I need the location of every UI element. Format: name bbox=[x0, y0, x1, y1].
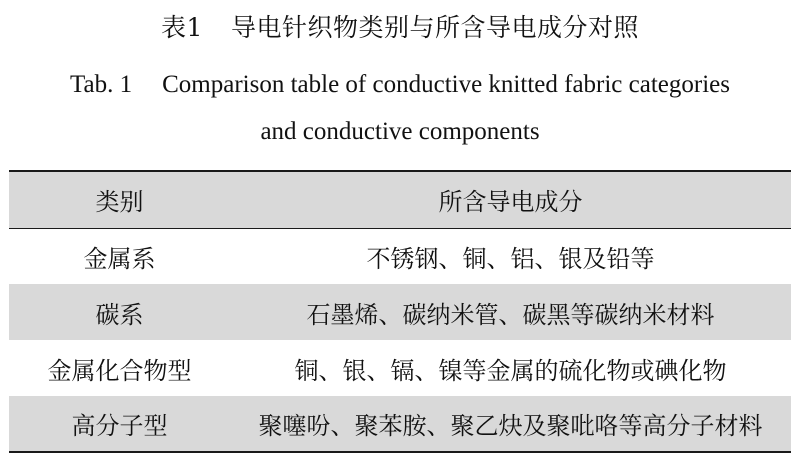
row-category-cell: 高分子型 bbox=[9, 396, 230, 452]
row-components-cell: 石墨烯、碳纳米管、碳黑等碳纳米材料 bbox=[306, 300, 715, 329]
header-category: 类别 bbox=[9, 171, 230, 228]
row-category-cell: 金属系 bbox=[83, 244, 156, 273]
table-caption-chinese bbox=[0, 12, 800, 44]
header-conductive-components: 所含导电成分 bbox=[230, 171, 791, 228]
table-title-chinese: 导电针织物类别与所含导电成分对照 bbox=[230, 13, 639, 42]
table-row bbox=[9, 228, 791, 284]
row-components-cell: 不锈钢、铜、铝、银及铅等 bbox=[366, 244, 655, 273]
row-category-cell: 碳系 bbox=[95, 300, 144, 329]
table-number-english: Tab. 1 bbox=[70, 71, 133, 98]
table-title-english-part2: and conductive components bbox=[260, 118, 540, 145]
row-components-cell: 聚噻吩、聚苯胺、聚乙炔及聚吡咯等高分子材料 bbox=[230, 396, 791, 452]
table-row bbox=[9, 396, 791, 452]
table-title-english-part1: Comparison table of conductive knitted fabric categories bbox=[162, 71, 730, 98]
table-caption-english-line1 bbox=[0, 70, 800, 100]
conductive-components-table bbox=[9, 170, 791, 453]
table-caption-english-line2 bbox=[0, 117, 800, 147]
table-row bbox=[9, 284, 791, 340]
row-components-cell: 铜、银、镉、镍等金属的硫化物或碘化物 bbox=[294, 356, 727, 385]
row-category-cell: 金属化合物型 bbox=[47, 356, 192, 385]
table-number-chinese: 表1 bbox=[161, 13, 203, 42]
table-header-row bbox=[9, 171, 791, 228]
table-row bbox=[9, 340, 791, 396]
